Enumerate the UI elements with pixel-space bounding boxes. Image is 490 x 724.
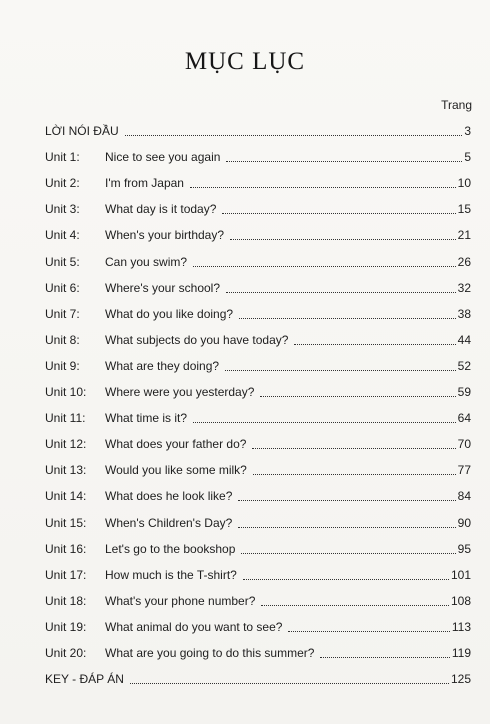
toc-unit-label: Unit 2: — [45, 176, 80, 191]
toc-entry-title: What's your phone number? — [105, 593, 256, 608]
toc-leader-dots — [243, 567, 449, 580]
toc-unit-label: Unit 6: — [45, 280, 80, 295]
toc-unit-label: Unit 18: — [45, 593, 87, 608]
toc-page-number: 5 — [464, 150, 471, 165]
toc-entry — [0, 593, 490, 609]
toc-entry — [0, 645, 490, 661]
toc-entry-title: Where were you yesterday? — [105, 385, 255, 399]
toc-entry-title: When's your birthday? — [105, 228, 225, 243]
toc-leader-dots — [226, 280, 456, 293]
toc-unit-label: Unit 12: — [45, 437, 87, 452]
toc-entry-title: What does he look like? — [105, 489, 233, 504]
toc-leader-dots — [253, 462, 456, 475]
toc-entry-title: Where's your school? — [105, 280, 221, 295]
toc-page-number: 59 — [457, 385, 471, 399]
toc-entry — [0, 462, 490, 478]
toc-leader-dots — [320, 645, 449, 658]
toc-entry-title: LỜI NÓI ĐẦU — [45, 124, 119, 138]
toc-unit-label: Unit 11: — [45, 411, 86, 426]
toc-page-number: 125 — [450, 672, 471, 687]
toc-leader-dots — [190, 175, 456, 188]
toc-entry — [0, 619, 490, 635]
toc-page-number: 15 — [457, 202, 471, 217]
toc-unit-label: Unit 17: — [45, 567, 87, 582]
toc-unit-label: Unit 14: — [45, 489, 87, 504]
toc-entry-title: What subjects do you have today? — [105, 332, 289, 347]
toc-leader-dots — [241, 541, 455, 554]
toc-entry — [0, 488, 490, 504]
toc-entry — [0, 306, 490, 322]
toc-leader-dots — [238, 488, 455, 501]
toc-unit-label: Unit 1: — [45, 150, 80, 165]
toc-entry-title: I'm from Japan — [105, 176, 184, 191]
toc-entry-title: What are you going to do this summer? — [105, 646, 315, 660]
toc-page-number: 26 — [457, 254, 471, 269]
toc-page-number: 108 — [450, 593, 471, 608]
toc-entry-title: What animal do you want to see? — [105, 619, 283, 634]
toc-entry-title: What time is it? — [105, 411, 188, 426]
toc-leader-dots — [130, 671, 449, 684]
toc-leader-dots — [225, 358, 456, 371]
toc-entry — [0, 175, 490, 191]
toc-leader-dots — [230, 227, 456, 240]
toc-leader-dots — [252, 436, 455, 449]
toc-page-number: 101 — [450, 567, 471, 582]
toc-leader-dots — [125, 123, 463, 136]
toc-entry-title: Can you swim? — [105, 254, 188, 269]
toc-unit-label: Unit 15: — [45, 515, 87, 530]
toc-unit-label: Unit 16: — [45, 541, 87, 556]
toc-entry-title: How much is the T-shirt? — [105, 567, 237, 582]
page-title: MỤC LỤC — [184, 48, 306, 75]
toc-leader-dots — [193, 254, 456, 267]
toc-page-number: 38 — [457, 306, 471, 321]
toc-leader-dots — [260, 384, 455, 397]
toc-page-number: 70 — [457, 437, 471, 452]
toc-page-number: 3 — [464, 124, 471, 138]
toc-leader-dots — [261, 593, 449, 606]
toc-entry — [0, 149, 490, 165]
toc-entry — [0, 567, 490, 583]
toc-entry-title: What day is it today? — [105, 202, 217, 217]
toc-unit-label: Unit 13: — [45, 463, 87, 478]
toc-page-number: 32 — [457, 280, 471, 295]
toc-unit-label: Unit 20: — [45, 646, 87, 660]
toc-page-number: 90 — [457, 515, 471, 530]
toc-entry-title: What do you like doing? — [105, 306, 234, 321]
toc-unit-label: Unit 4: — [45, 228, 80, 243]
toc-entry — [0, 254, 490, 270]
toc-entry — [0, 332, 490, 348]
page-column-label: Trang — [441, 98, 472, 112]
toc-page-number: 52 — [457, 358, 471, 373]
toc-entry — [0, 436, 490, 452]
toc-page-number: 21 — [457, 228, 471, 243]
toc-entry — [0, 280, 490, 296]
toc-leader-dots — [193, 410, 456, 423]
toc-entry — [0, 541, 490, 557]
toc-page-number: 119 — [451, 646, 471, 660]
toc-entry — [0, 384, 490, 400]
toc-entry — [0, 515, 490, 531]
toc-leader-dots — [238, 515, 455, 528]
toc-entry-title: Nice to see you again — [105, 150, 221, 165]
toc-entry — [0, 201, 490, 217]
toc-entry — [0, 358, 490, 374]
toc-leader-dots — [239, 306, 456, 319]
toc-entry — [0, 227, 490, 243]
toc-entry — [0, 410, 490, 426]
toc-page-number: 77 — [457, 463, 471, 478]
toc-page-number: 95 — [457, 541, 471, 556]
toc-unit-label: Unit 3: — [45, 202, 80, 217]
toc-entry — [0, 671, 490, 687]
toc-entry-title: What are they doing? — [105, 358, 220, 373]
toc-leader-dots — [288, 619, 449, 632]
toc-entry-title: Would you like some milk? — [105, 463, 247, 478]
toc-unit-label: Unit 9: — [45, 358, 80, 373]
toc-leader-dots — [222, 201, 455, 214]
toc-page-number: 113 — [451, 619, 471, 634]
toc-entry-title: KEY - ĐÁP ÁN — [45, 672, 124, 687]
toc-unit-label: Unit 5: — [45, 254, 80, 269]
toc-unit-label: Unit 8: — [45, 332, 80, 347]
toc-page-number: 64 — [457, 411, 471, 426]
toc-page-number: 10 — [457, 176, 471, 191]
toc-leader-dots — [226, 149, 462, 162]
toc-page-number: 84 — [457, 489, 471, 504]
toc-unit-label: Unit 7: — [45, 306, 80, 321]
toc-entry-title: When's Children's Day? — [105, 515, 233, 530]
toc-leader-dots — [294, 332, 455, 345]
toc-entry-title: What does your father do? — [105, 437, 247, 452]
toc-entry-title: Let's go to the bookshop — [105, 541, 236, 556]
toc-page-number: 44 — [457, 332, 471, 347]
toc-unit-label: Unit 10: — [45, 385, 87, 399]
toc-entry — [0, 123, 490, 139]
toc-unit-label: Unit 19: — [45, 619, 87, 634]
